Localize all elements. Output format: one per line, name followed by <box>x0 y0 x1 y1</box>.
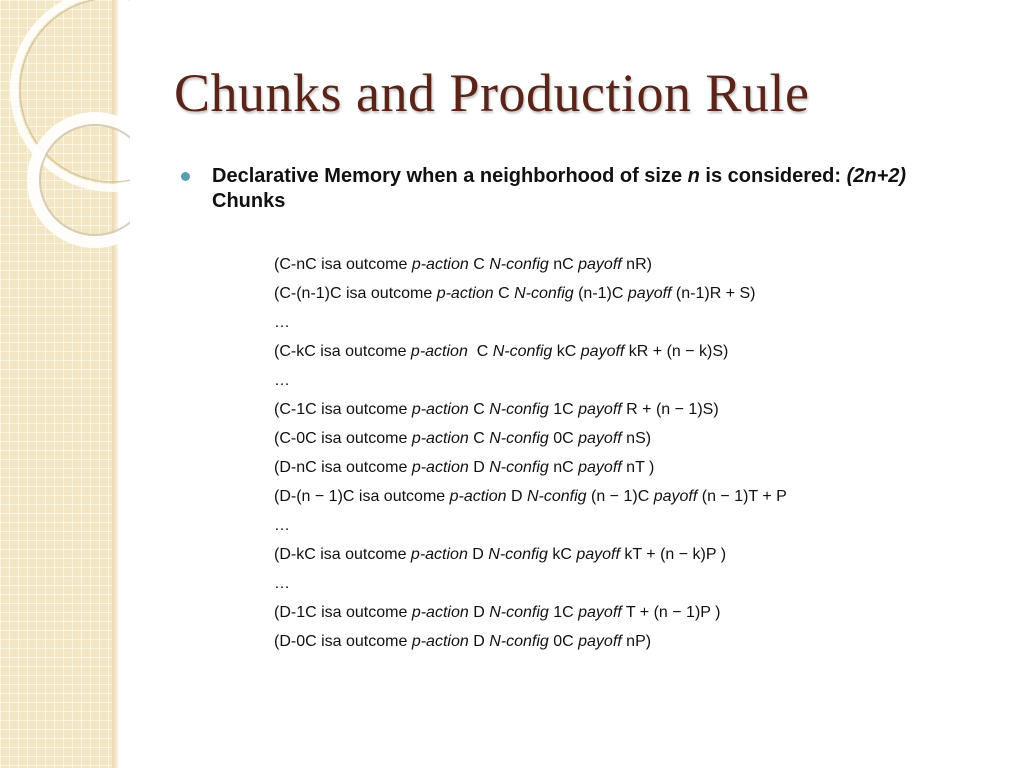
payoff-label: payoff <box>578 401 622 418</box>
payoff-label: payoff <box>578 633 622 650</box>
rule-head: (C-nC isa outcome <box>274 256 412 273</box>
payoff-value: nT ) <box>621 459 655 476</box>
payoff-value: nS) <box>621 430 652 447</box>
payoff-value: (n-1)R + S) <box>671 285 756 302</box>
chunk-rule-line <box>274 453 787 482</box>
action-value: D <box>468 633 490 650</box>
p-action-label: p-action <box>436 285 494 302</box>
chunk-rule-line <box>274 627 787 656</box>
n-config-label: N-config <box>488 546 548 563</box>
payoff-label: payoff <box>653 488 698 505</box>
rule-head: (D-0C isa outcome <box>274 633 412 650</box>
payoff-value: (n − 1)T + P <box>697 488 787 505</box>
slide-title: Chunks and Production Rule <box>174 63 810 123</box>
bullet-part-1: Declarative Memory when a neighborhood of size <box>212 165 688 187</box>
payoff-label: payoff <box>578 430 622 447</box>
chunk-rule-line <box>274 366 787 395</box>
payoff-label: payoff <box>578 604 622 621</box>
n-config-label: N-config <box>489 459 549 476</box>
action-value: D <box>468 459 490 476</box>
rule-head: (C-0C isa outcome <box>274 430 412 447</box>
n-config-label: N-config <box>489 604 549 621</box>
payoff-value: R + (n − 1)S) <box>621 401 719 418</box>
ellipsis-text: … <box>274 314 290 331</box>
rule-head: (D-1C isa outcome <box>274 604 412 621</box>
config-value: (n − 1)C <box>586 488 654 505</box>
action-value: D <box>506 488 527 505</box>
payoff-value: T + (n − 1)P ) <box>621 604 721 621</box>
chunk-rule-line <box>274 250 787 279</box>
bullet-dot-icon <box>181 172 190 181</box>
chunk-rule-line <box>274 308 787 337</box>
action-value: D <box>468 604 490 621</box>
p-action-label: p-action <box>411 430 469 447</box>
ellipsis-text: … <box>274 575 290 592</box>
bullet-text <box>212 164 912 214</box>
chunk-rule-line <box>274 569 787 598</box>
rule-head: (D-(n − 1)C isa outcome <box>274 488 450 505</box>
bullet-part-3: Chunks <box>212 190 286 212</box>
n-config-label: N-config <box>489 256 549 273</box>
chunk-rule-line <box>274 424 787 453</box>
chunk-rule-line <box>274 395 787 424</box>
n-config-label: N-config <box>514 285 574 302</box>
config-value: 0C <box>548 430 579 447</box>
action-value: C <box>468 401 490 418</box>
p-action-label: p-action <box>410 546 468 563</box>
n-config-label: N-config <box>489 430 549 447</box>
config-value: kC <box>547 546 577 563</box>
action-value: C <box>468 430 490 447</box>
rule-head: (C-1C isa outcome <box>274 401 412 418</box>
payoff-value: kT + (n − k)P ) <box>619 546 727 563</box>
action-value: C <box>493 285 515 302</box>
n-config-label: N-config <box>492 343 553 360</box>
payoff-value: kR + (n − k)S) <box>624 343 729 360</box>
config-value: 1C <box>548 604 579 621</box>
p-action-label: p-action <box>411 633 469 650</box>
ellipsis-text: … <box>274 372 290 389</box>
chunk-rule-line <box>274 540 787 569</box>
action-value: C <box>467 343 493 360</box>
p-action-label: p-action <box>411 604 469 621</box>
payoff-label: payoff <box>627 285 672 302</box>
chunk-rule-line <box>274 598 787 627</box>
action-value: C <box>468 256 490 273</box>
rule-head: (D-nC isa outcome <box>274 459 412 476</box>
payoff-label: payoff <box>580 343 625 360</box>
rule-head: (C-kC isa outcome <box>274 343 411 360</box>
chunk-rule-line <box>274 482 787 511</box>
bullet-variable-n: n <box>687 165 700 187</box>
payoff-label: payoff <box>578 459 622 476</box>
n-config-label: N-config <box>489 633 549 650</box>
payoff-label: payoff <box>576 546 620 563</box>
p-action-label: p-action <box>411 459 469 476</box>
config-value: (n-1)C <box>573 285 628 302</box>
n-config-label: N-config <box>489 401 549 418</box>
chunk-rule-line <box>274 511 787 540</box>
payoff-label: payoff <box>578 256 622 273</box>
action-value: D <box>467 546 489 563</box>
bullet-formula: (2n+2) <box>846 165 907 187</box>
p-action-label: p-action <box>411 401 469 418</box>
config-value: 0C <box>548 633 579 650</box>
n-config-label: N-config <box>526 488 587 505</box>
p-action-label: p-action <box>410 343 468 360</box>
rule-head: (D-kC isa outcome <box>274 546 411 563</box>
ellipsis-text: … <box>274 517 290 534</box>
config-value: kC <box>552 343 581 360</box>
bullet-part-2: is considered: <box>699 165 847 187</box>
p-action-label: p-action <box>449 488 507 505</box>
config-value: nC <box>548 256 579 273</box>
decorative-circles <box>0 0 130 260</box>
p-action-label: p-action <box>411 256 469 273</box>
chunk-rule-list <box>274 250 787 656</box>
config-value: 1C <box>548 401 579 418</box>
chunk-rule-line <box>274 279 787 308</box>
chunk-rule-line <box>274 337 787 366</box>
rule-head: (C-(n-1)C isa outcome <box>274 285 437 302</box>
config-value: nC <box>548 459 579 476</box>
payoff-value: nR) <box>621 256 652 273</box>
payoff-value: nP) <box>621 633 652 650</box>
